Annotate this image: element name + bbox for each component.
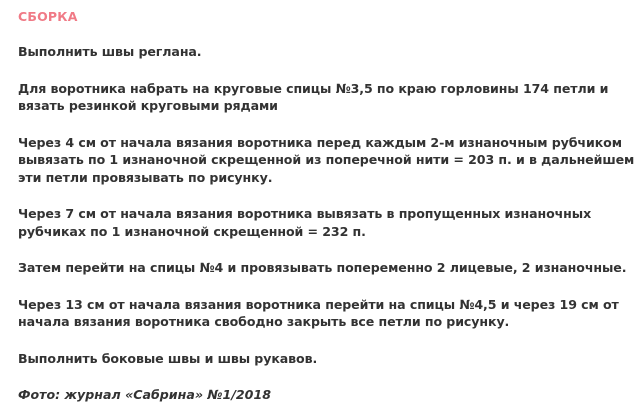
paragraph-collar-13cm: Через 13 см от начала вязания воротника перейти на спицы №4,5 и через 19 см от начала вязания воротника свободно закрыть все петли по рисунку. (18, 296, 619, 329)
paragraph-needles-4: Затем перейти на спицы №4 и провязывать попеременно 2 лицевые, 2 изнаночные. (18, 260, 627, 275)
paragraph-collar-4cm: Через 4 см от начала вязания воротника перед каждым 2-м изнаночным рубчиком вывязать по 1 изнаночной скрещенной из поперечной нити = 203 п. и в дальнейшем эти петли провязывать по рисунку. (18, 134, 635, 185)
paragraph-raglan-seams: Выполнить швы реглана. (18, 44, 202, 59)
article-content (18, 9, 638, 404)
photo-credit: Фото: журнал «Сабрина» №1/2018 (18, 387, 271, 402)
paragraph-side-seams: Выполнить боковые швы и швы рукавов. (18, 350, 318, 366)
paragraph-collar-7cm: Через 7 см от начала вязания воротника вывязать в пропущенных изнаночных рубчиках по 1 изнаночной скрещенной = 232 п. (18, 206, 592, 239)
paragraph-collar-cast-on: Для воротника набрать на круговые спицы №3,5 по краю горловины 174 петли и вязать резинкой круговыми рядами (18, 80, 609, 113)
section-heading: СБОРКА (18, 9, 78, 24)
